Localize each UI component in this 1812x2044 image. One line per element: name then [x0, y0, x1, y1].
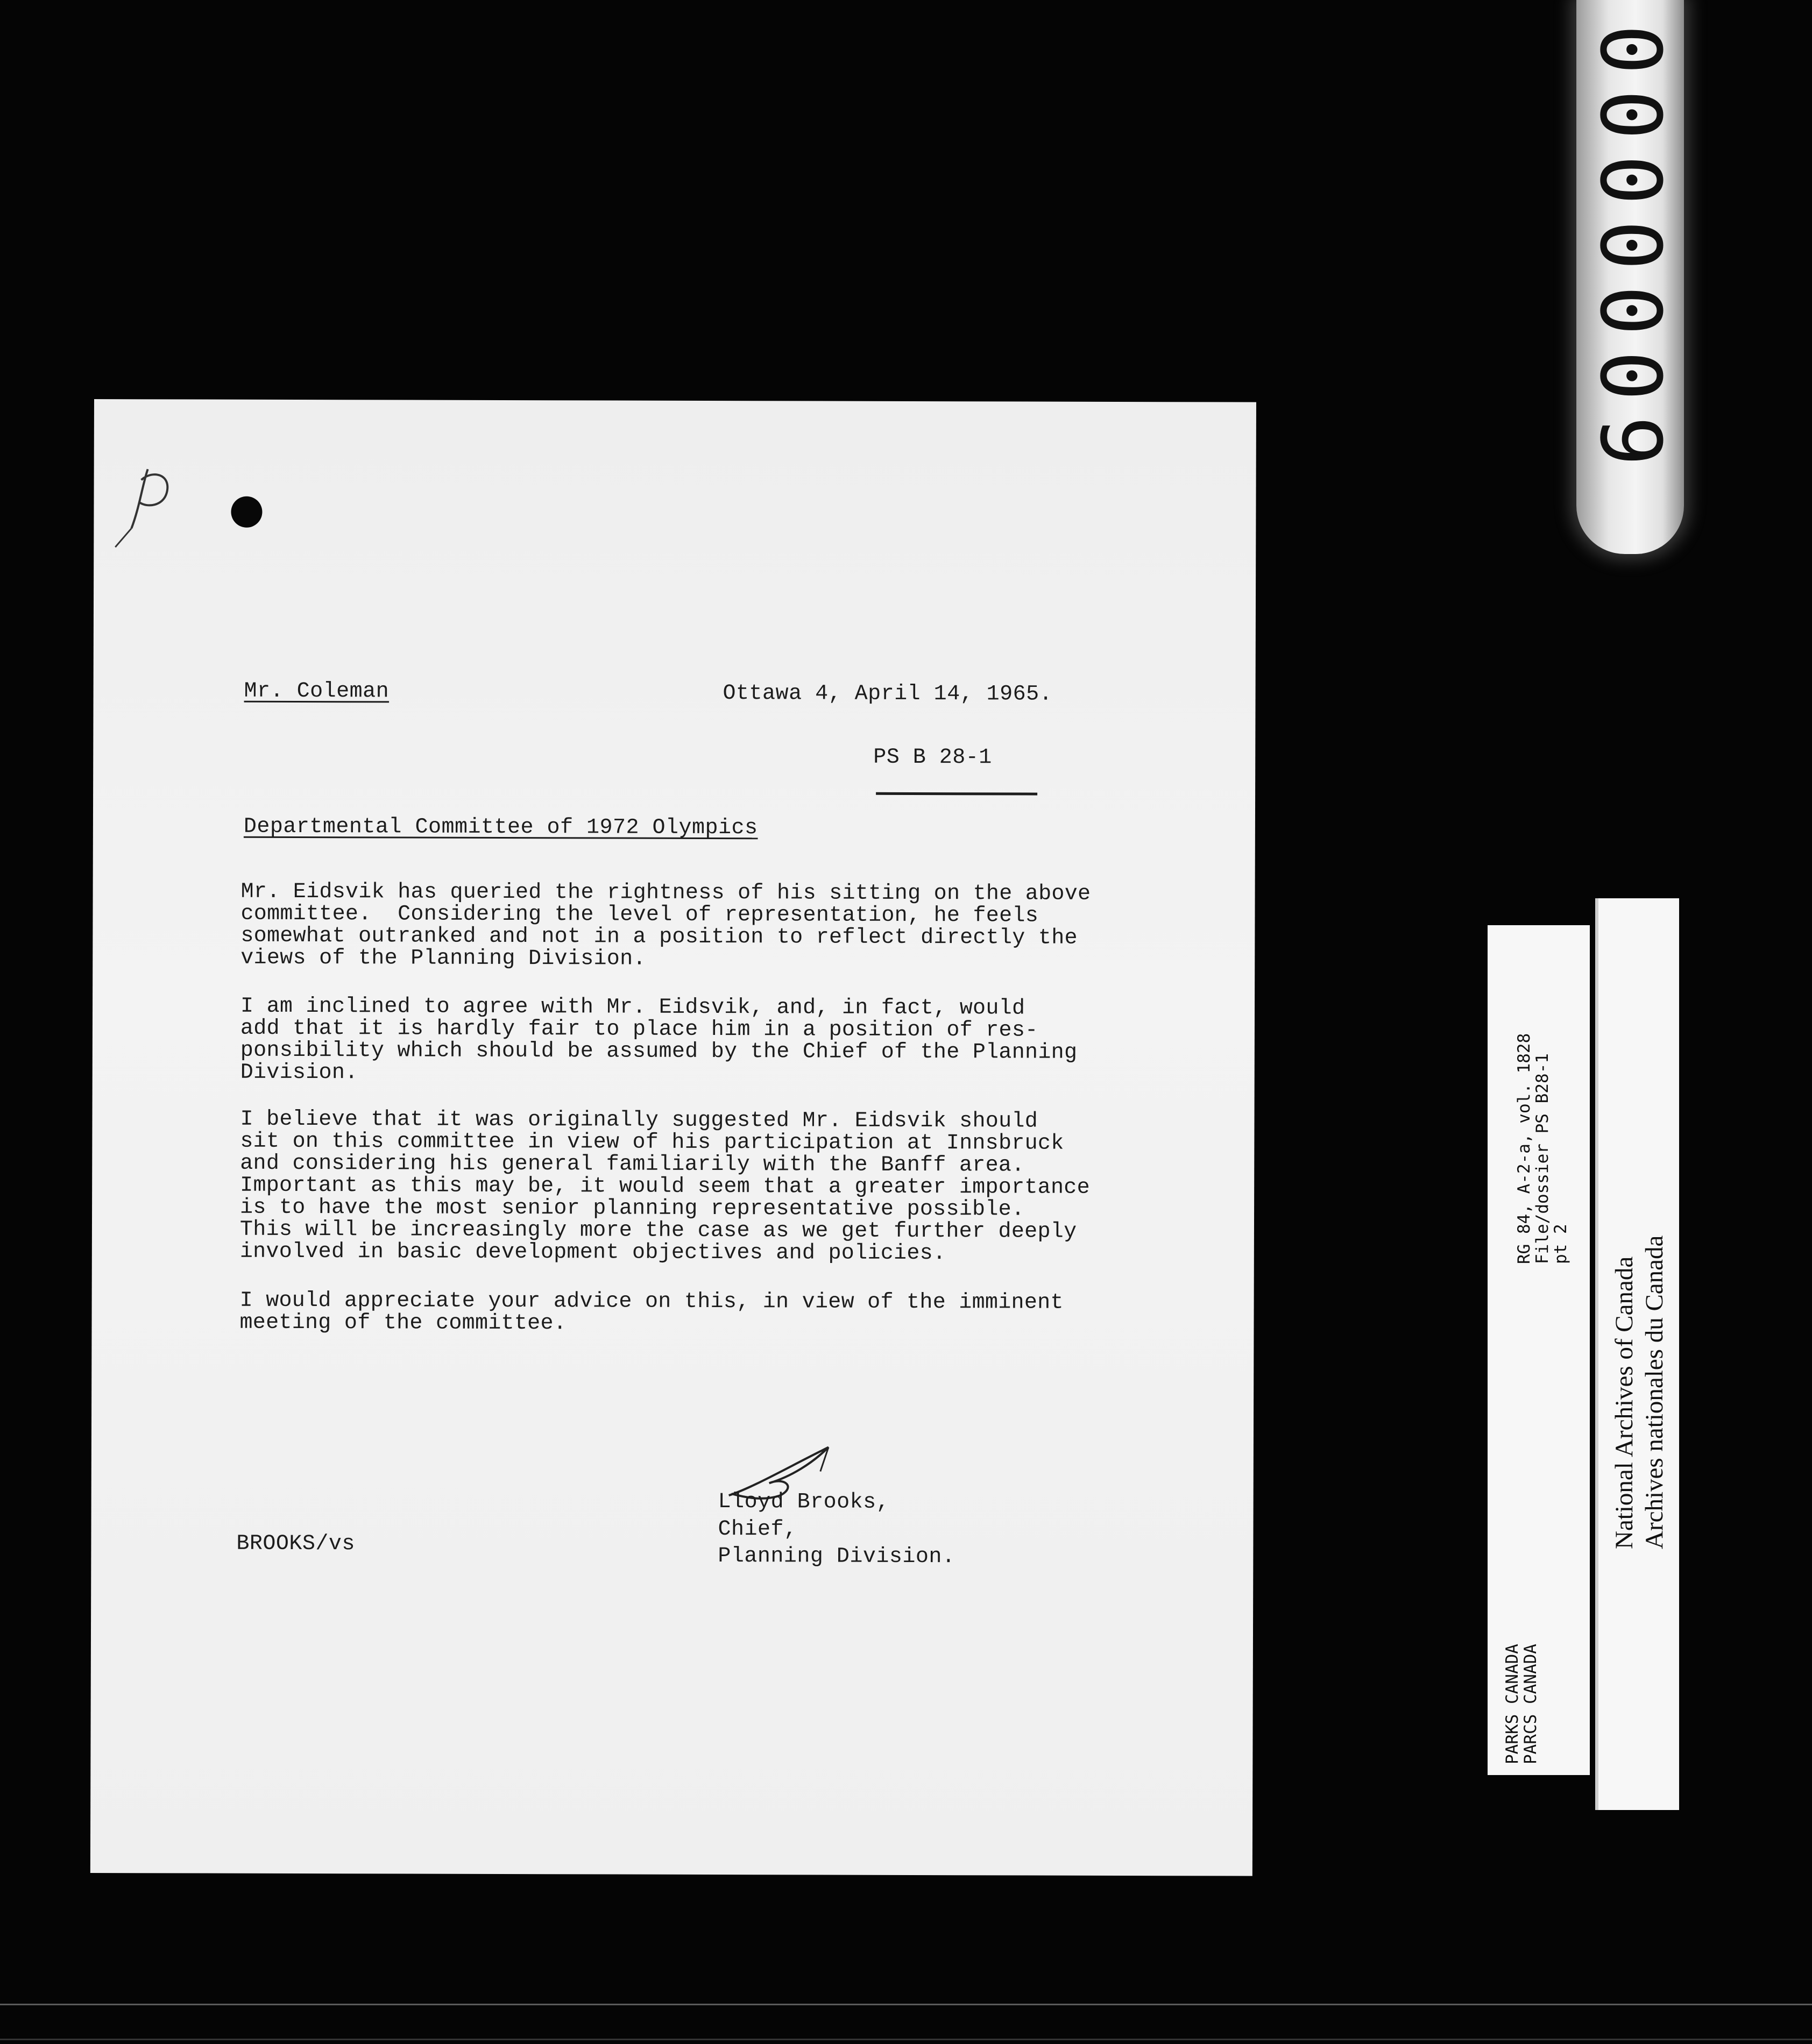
- national-archives-label: [1595, 898, 1679, 1810]
- institution-line-1: National Archives of Canada: [1610, 1256, 1638, 1549]
- addressee: Mr. Coleman: [244, 679, 390, 704]
- signature-division: Planning Division.: [718, 1544, 955, 1570]
- frame-number: 0000009: [1581, 24, 1679, 481]
- date-line: Ottawa 4, April 14, 1965.: [723, 682, 1053, 707]
- document-page: [90, 399, 1256, 1876]
- film-edge-line: [0, 2039, 1812, 2040]
- paragraph-1: Mr. Eidsvik has queried the rightness of his sitting on the above committee. Considering the level of representation, he feels somewhat outranked and not in a position to reflect directly the views of the Planning Division.: [240, 879, 1091, 971]
- file-reference: PS B 28-1: [873, 745, 992, 770]
- agency-line-1: PARKS CANADA: [1503, 1644, 1522, 1764]
- subject-line: Departmental Committee of 1972 Olympics: [243, 814, 758, 841]
- handwritten-mark-icon: [110, 448, 185, 550]
- typist-reference: BROOKS/vs: [236, 1531, 356, 1557]
- archive-reference-line-3: pt 2: [1551, 1224, 1570, 1264]
- film-edge-line: [0, 2004, 1812, 2005]
- paragraph-4: I would appreciate your advice on this, in view of the imminent meeting of the committee.: [239, 1288, 1064, 1336]
- signature-name: Lloyd Brooks,: [718, 1490, 890, 1515]
- file-reference-rule: [876, 792, 1037, 796]
- paragraph-2: I am inclined to agree with Mr. Eidsvik, and, in fact, would add that it is hardly fair to place him in a position of res- ponsibility which should be assumed by the Chief of the Planning Division.: [240, 994, 1078, 1085]
- archive-reference-line-2: File/dossier PS B28-1: [1533, 1053, 1552, 1264]
- archive-reference-line-1: RG 84, A-2-a, vol. 1828: [1514, 1033, 1534, 1264]
- paragraph-3: I believe that it was originally suggested Mr. Eidsvik should sit on this committee in view of his participation at Innsbruck and considering his general familiarily with the Banff area. Important as this may be, it would seem that a greater importance is to have the most senior planning representative possible. This will be increasingly more the case as we get further deeply involved in basic development objectives and policies.: [239, 1107, 1090, 1266]
- frame-number-strip: [1576, 0, 1684, 554]
- parks-canada-label: [1488, 925, 1590, 1775]
- signature-title: Chief,: [718, 1517, 797, 1542]
- punch-hole: [231, 496, 262, 528]
- institution-line-2: Archives nationales du Canada: [1640, 1235, 1668, 1549]
- agency-line-2: PARCS CANADA: [1521, 1644, 1540, 1764]
